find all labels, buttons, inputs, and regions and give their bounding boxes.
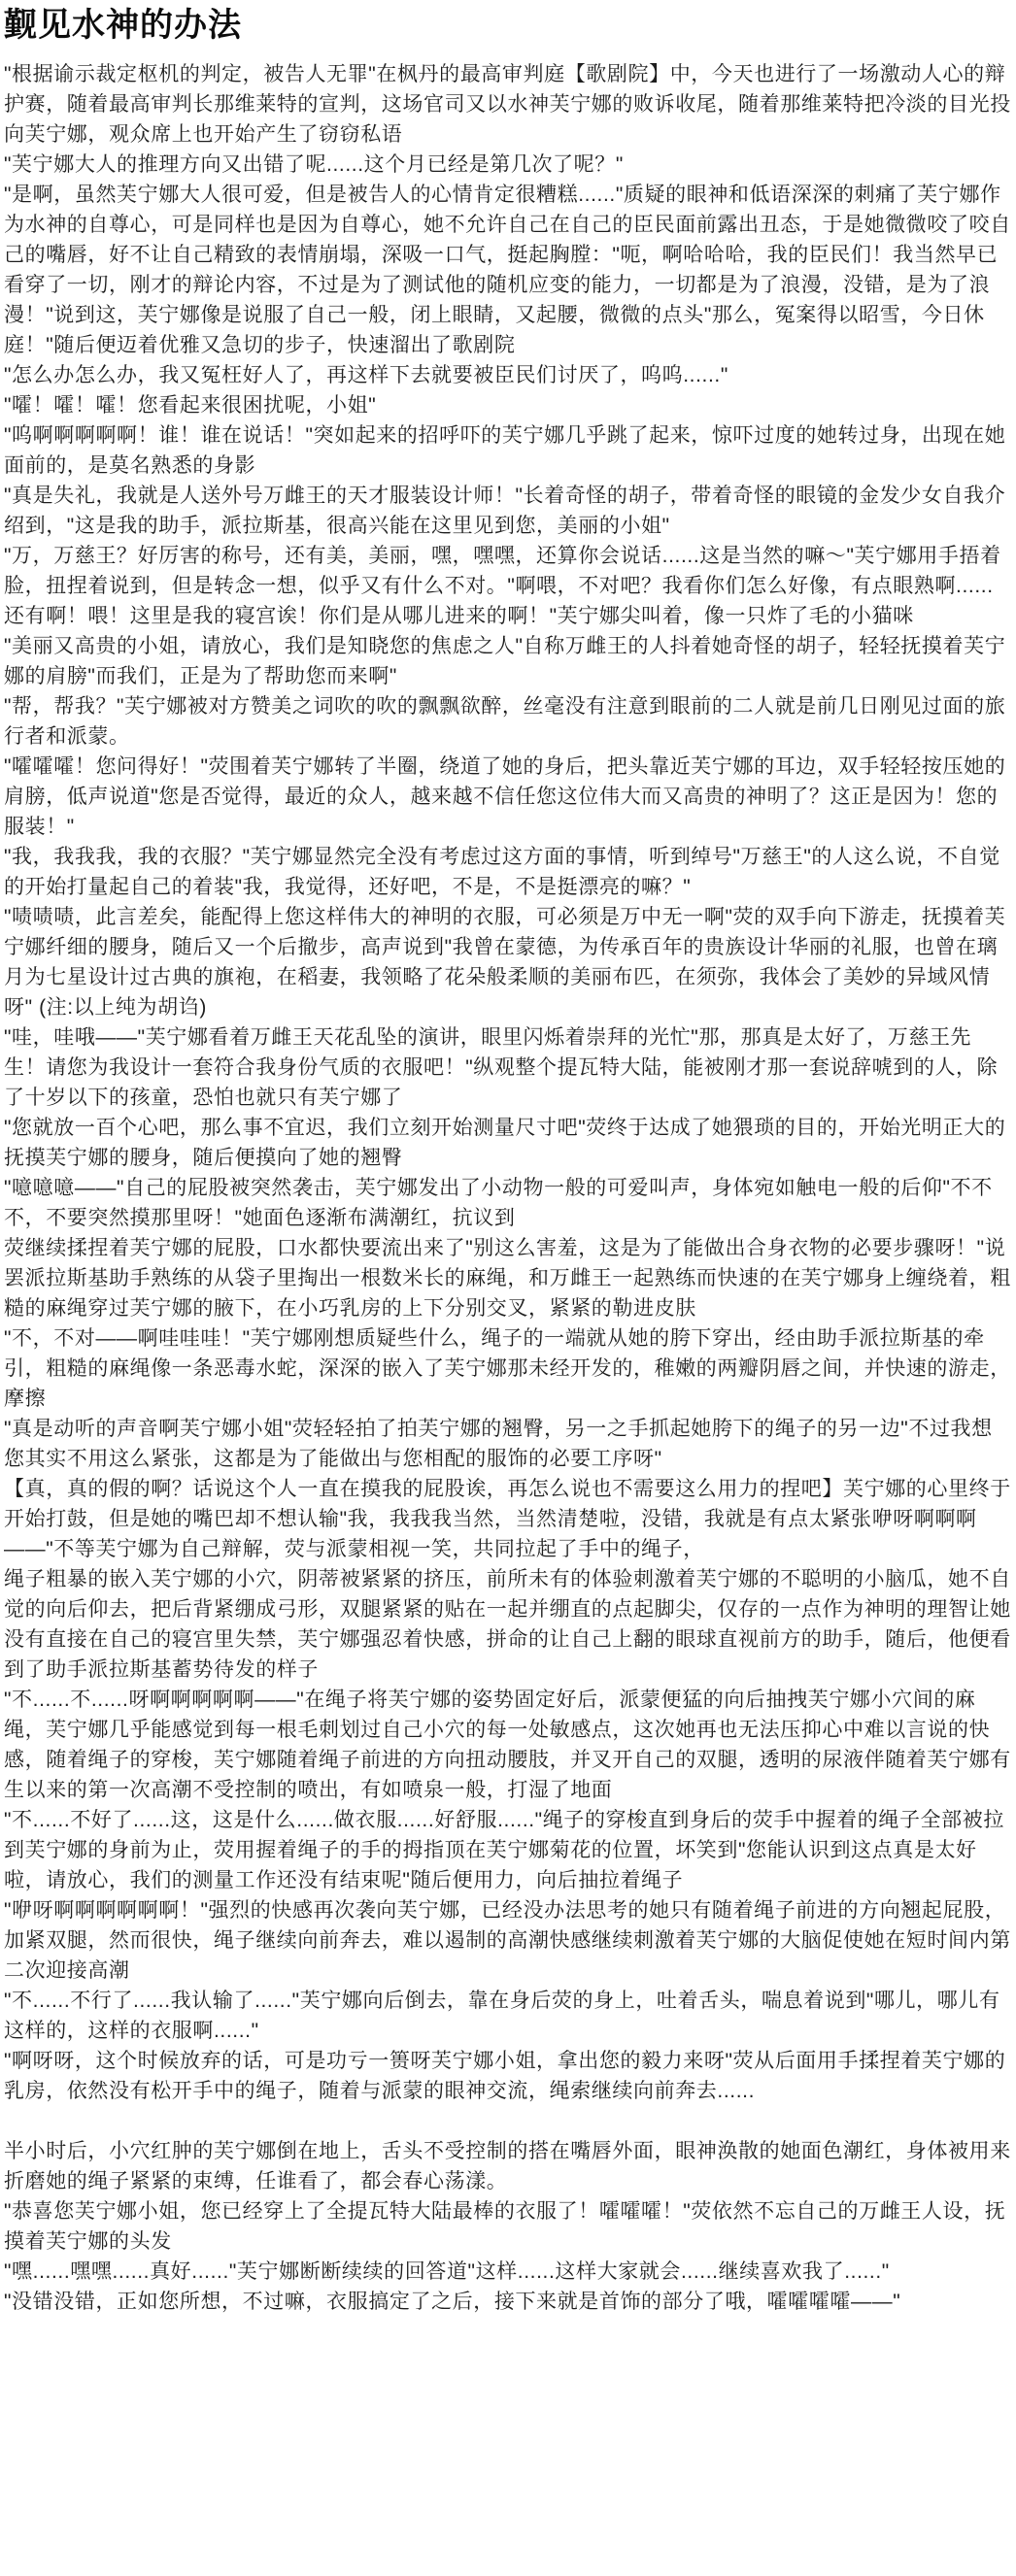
paragraph: "真是失礼，我就是人送外号万雌王的天才服装设计师！"长着奇怪的胡子，带着奇怪的眼镜的金发少女自我介绍到，"这是我的助手，派拉斯基，很高兴能在这里见到您，美丽的小姐" — [4, 485, 1006, 537]
paragraph: "不......不好了......这，这是什么......做衣服......好舒服......"绳子的穿梭直到身后的荧手中握着的绳子全部被拉到芙宁娜的身前为止，荧用握着绳子的手的拇指顶在芙宁娜菊花的位置，坏笑到"您能认识到这点真是太好啦，请放心，我们的测量工作还没有结束呢"随后便用力，向后抽拉着绳子 — [4, 1809, 1004, 1891]
paragraph: "嘿......嘿嘿......真好......"芙宁娜断断续续的回答道"这样......这样大家就会......继续喜欢我了......" — [4, 2260, 890, 2283]
paragraph: "我，我我我，我的衣服？"芙宁娜显然完全没有考虑过这方面的事情，听到绰号"万慈王"的人这么说，不自觉的开始打量起自己的着装"我，我觉得，还好吧，不是，不是挺漂亮的嘛？" — [4, 846, 1000, 898]
paragraph: "哇，哇哦——"芙宁娜看着万雌王天花乱坠的演讲，眼里闪烁着崇拜的光忙"那，那真是太好了，万慈王先生！请您为我设计一套符合我身份气质的衣服吧！"纵观整个提瓦特大陆，能被刚才那一套说辞唬到的人，除了十岁以下的孩童，恐怕也就只有芙宁娜了 — [4, 1026, 999, 1109]
paragraph: "嚯！嚯！嚯！您看起来很困扰呢，小姐" — [4, 394, 377, 417]
paragraph: 半小时后，小穴红肿的芙宁娜倒在地上，舌头不受控制的搭在嘴唇外面，眼神涣散的她面色潮红，身体被用来折磨她的绳子紧紧的束缚，任谁看了，都会春心荡漾。 — [4, 2140, 1011, 2192]
page-title: 觐见水神的办法 — [4, 7, 242, 44]
paragraph: "不......不......呀啊啊啊啊啊——"在绳子将芙宁娜的姿势固定好后，派蒙便猛的向后抽拽芙宁娜小穴间的麻绳，芙宁娜几乎能感觉到每一根毛刺划过自己小穴的每一处敏感点，这次她再也无法压抑心中难以言说的快感，随着绳子的穿梭，芙宁娜随着绳子前进的方向扭动腰肢，并叉开自己的双腿，透明的尿液伴随着芙宁娜有生以来的第一次高潮不受控制的喷出，有如喷泉一般，打湿了地面 — [4, 1689, 1011, 1801]
paragraph: "帮，帮我？"芙宁娜被对方赞美之词吹的吹的飘飘欲醉，丝毫没有注意到眼前的二人就是前几日刚见过面的旅行者和派蒙。 — [4, 695, 1006, 748]
paragraph: "咿呀啊啊啊啊啊啊！"强烈的快感再次袭向芙宁娜，已经没办法思考的她只有随着绳子前进的方向翘起屁股，加紧双腿，然而很快，绳子继续向前奔去，难以遏制的高潮快感继续刺激着芙宁娜的大脑促使她在短时间内第二次迎接高潮 — [4, 1899, 1011, 1982]
paragraph: 【真，真的假的啊？话说这个人一直在摸我的屁股诶，再怎么说也不需要这么用力的捏吧】芙宁娜的心里终于开始打鼓，但是她的嘴巴却不想认输"我，我我我当然，当然清楚啦，没错，我就是有点太紧张咿呀啊啊啊——"不等芙宁娜为自己辩解，荧与派蒙相视一笑，共同拉起了手中的绳子， — [4, 1478, 1011, 1560]
paragraph: "恭喜您芙宁娜小姐，您已经穿上了全提瓦特大陆最棒的衣服了！嚯嚯嚯！"荧依然不忘自己的万雌王人设，抚摸着芙宁娜的头发 — [4, 2200, 1006, 2253]
paragraph: 荧继续揉捏着芙宁娜的屁股，口水都快要流出来了"别这么害羞，这是为了能做出合身衣物的必要步骤呀！"说罢派拉斯基助手熟练的从袋子里掏出一根数米长的麻绳，和万雌王一起熟练而快速的在芙宁娜身上缠绕着，粗糙的麻绳穿过芙宁娜的腋下，在小巧乳房的上下分别交叉，紧紧的勒进皮肤 — [4, 1237, 1011, 1320]
paragraph: "万，万慈王？好厉害的称号，还有美，美丽，嘿，嘿嘿，还算你会说话......这是当然的嘛～"芙宁娜用手捂着脸，扭捏着说到，但是转念一想，似乎又有什么不对。"啊喂，不对吧？我看你们怎么好像，有点眼熟啊......还有啊！喂！这里是我的寝宫诶！你们是从哪儿进来的啊！"芙宁娜尖叫着，像一只炸了毛的小猫咪 — [4, 545, 1001, 627]
paragraph: "是啊，虽然芙宁娜大人很可爱，但是被告人的心情肯定很糟糕......"质疑的眼神和低语深深的刺痛了芙宁娜作为水神的自尊心，可是同样也是因为自尊心，她不允许自己在自己的臣民面前露出丑态，于是她微微咬了咬自己的嘴唇，好不让自己精致的表情崩塌，深吸一口气，挺起胸膛："呃，啊哈哈哈，我的臣民们！我当然早已看穿了一切，刚才的辩论内容，不过是为了测试他的随机应变的能力，一切都是为了浪漫，没错，是为了浪漫！"说到这，芙宁娜像是说服了自己一般，闭上眼睛，又起腰，微微的点头"那么，冤案得以昭雪，今日休庭！"随后便迈着优雅又急切的步子，快速溜出了歌剧院 — [4, 184, 1011, 356]
paragraph: "不......不行了......我认输了......"芙宁娜向后倒去，靠在身后荧的身上，吐着舌头，喘息着说到"哪儿，哪儿有这样的，这样的衣服啊......" — [4, 1990, 1000, 2042]
story-body — [4, 59, 1012, 2317]
paragraph: "没错没错，正如您所想，不过嘛，衣服搞定了之后，接下来就是首饰的部分了哦，嚯嚯嚯嚯——" — [4, 2291, 901, 2313]
paragraph: "您就放一百个心吧，那么事不宜迟，我们立刻开始测量尺寸吧"荧终于达成了她猥琐的目的，开始光明正大的抚摸芙宁娜的腰身，随后便摸向了她的翘臀 — [4, 1117, 1006, 1169]
paragraph: "根据谕示裁定枢机的判定，被告人无罪"在枫丹的最高审判庭【歌剧院】中，今天也进行了一场激动人心的辩护赛，随着最高审判长那维莱特的宣判，这场官司又以水神芙宁娜的败诉收尾，随着那维莱特把冷淡的目光投向芙宁娜，观众席上也开始产生了窃窃私语 — [4, 63, 1011, 146]
paragraph: "怎么办怎么办，我又冤枉好人了，再这样下去就要被臣民们讨厌了，呜呜......" — [4, 364, 728, 386]
paragraph: "真是动听的声音啊芙宁娜小姐"荧轻轻拍了拍芙宁娜的翘臀，另一之手抓起她胯下的绳子的另一边"不过我想您其实不用这么紧张，这都是为了能做出与您相配的服饰的必要工序呀" — [4, 1418, 993, 1470]
paragraph: "啊呀呀，这个时候放弃的话，可是功亏一篑呀芙宁娜小姐，拿出您的毅力来呀"荧从后面用手揉捏着芙宁娜的乳房，依然没有松开手中的绳子，随着与派蒙的眼神交流，绳索继续向前奔去...... — [4, 2050, 1006, 2102]
paragraph: "呜啊啊啊啊啊！谁！谁在说话！"突如起来的招呼吓的芙宁娜几乎跳了起来，惊吓过度的她转过身，出现在她面前的，是莫名熟悉的身影 — [4, 424, 1006, 477]
paragraph: "啧啧啧，此言差矣，能配得上您这样伟大的神明的衣服，可必须是万中无一啊"荧的双手向下游走，抚摸着芙宁娜纤细的腰身，随后又一个后撤步，高声说到"我曾在蒙德，为传承百年的贵族设计华丽的礼服，也曾在璃月为七星设计过古典的旗袍，在稻妻，我领略了花朵般柔顺的美丽布匹，在须弥，我体会了美妙的异域风情呀" (注:以上纯为胡诌) — [4, 906, 1006, 1019]
paragraph: "嚯嚯嚯！您问得好！"荧围着芙宁娜转了半圈，绕道了她的身后，把头靠近芙宁娜的耳边，双手轻轻按压她的肩膀，低声说道"您是否觉得，最近的众人，越来越不信任您这位伟大而又高贵的神明了？这正是因为！您的服装！" — [4, 755, 1006, 838]
paragraph: "不，不对——啊哇哇哇！"芙宁娜刚想质疑些什么，绳子的一端就从她的胯下穿出，经由助手派拉斯基的牵引，粗糙的麻绳像一条恶毒水蛇，深深的嵌入了芙宁娜那未经开发的，稚嫩的两瓣阴唇之间，并快速的游走，摩擦 — [4, 1327, 1011, 1410]
paragraph: "美丽又高贵的小姐，请放心，我们是知晓您的焦虑之人"自称万雌王的人抖着她奇怪的胡子，轻轻抚摸着芙宁娜的肩膀"而我们，正是为了帮助您而来啊" — [4, 635, 1006, 687]
paragraph: "芙宁娜大人的推理方向又出错了呢......这个月已经是第几次了呢？" — [4, 153, 624, 176]
paragraph: 绳子粗暴的嵌入芙宁娜的小穴，阴蒂被紧紧的挤压，前所未有的体验刺激着芙宁娜的不聪明的小脑瓜，她不自觉的向后仰去，把后背紧绷成弓形，双腿紧紧的贴在一起并绷直的点起脚尖，仅存的一点作为神明的理智让她没有直接在自己的寝宫里失禁，芙宁娜强忍着快感，拼命的让自己上翻的眼球直视前方的助手，随后，他便看到了助手派拉斯基蓄势待发的样子 — [4, 1568, 1011, 1681]
blank-line — [4, 2106, 1012, 2136]
paragraph: "噫噫噫——"自己的屁股被突然袭击，芙宁娜发出了小动物一般的可爱叫声，身体宛如触电一般的后仰"不不不，不要突然摸那里呀！"她面色逐渐布满潮红，抗议到 — [4, 1177, 993, 1229]
